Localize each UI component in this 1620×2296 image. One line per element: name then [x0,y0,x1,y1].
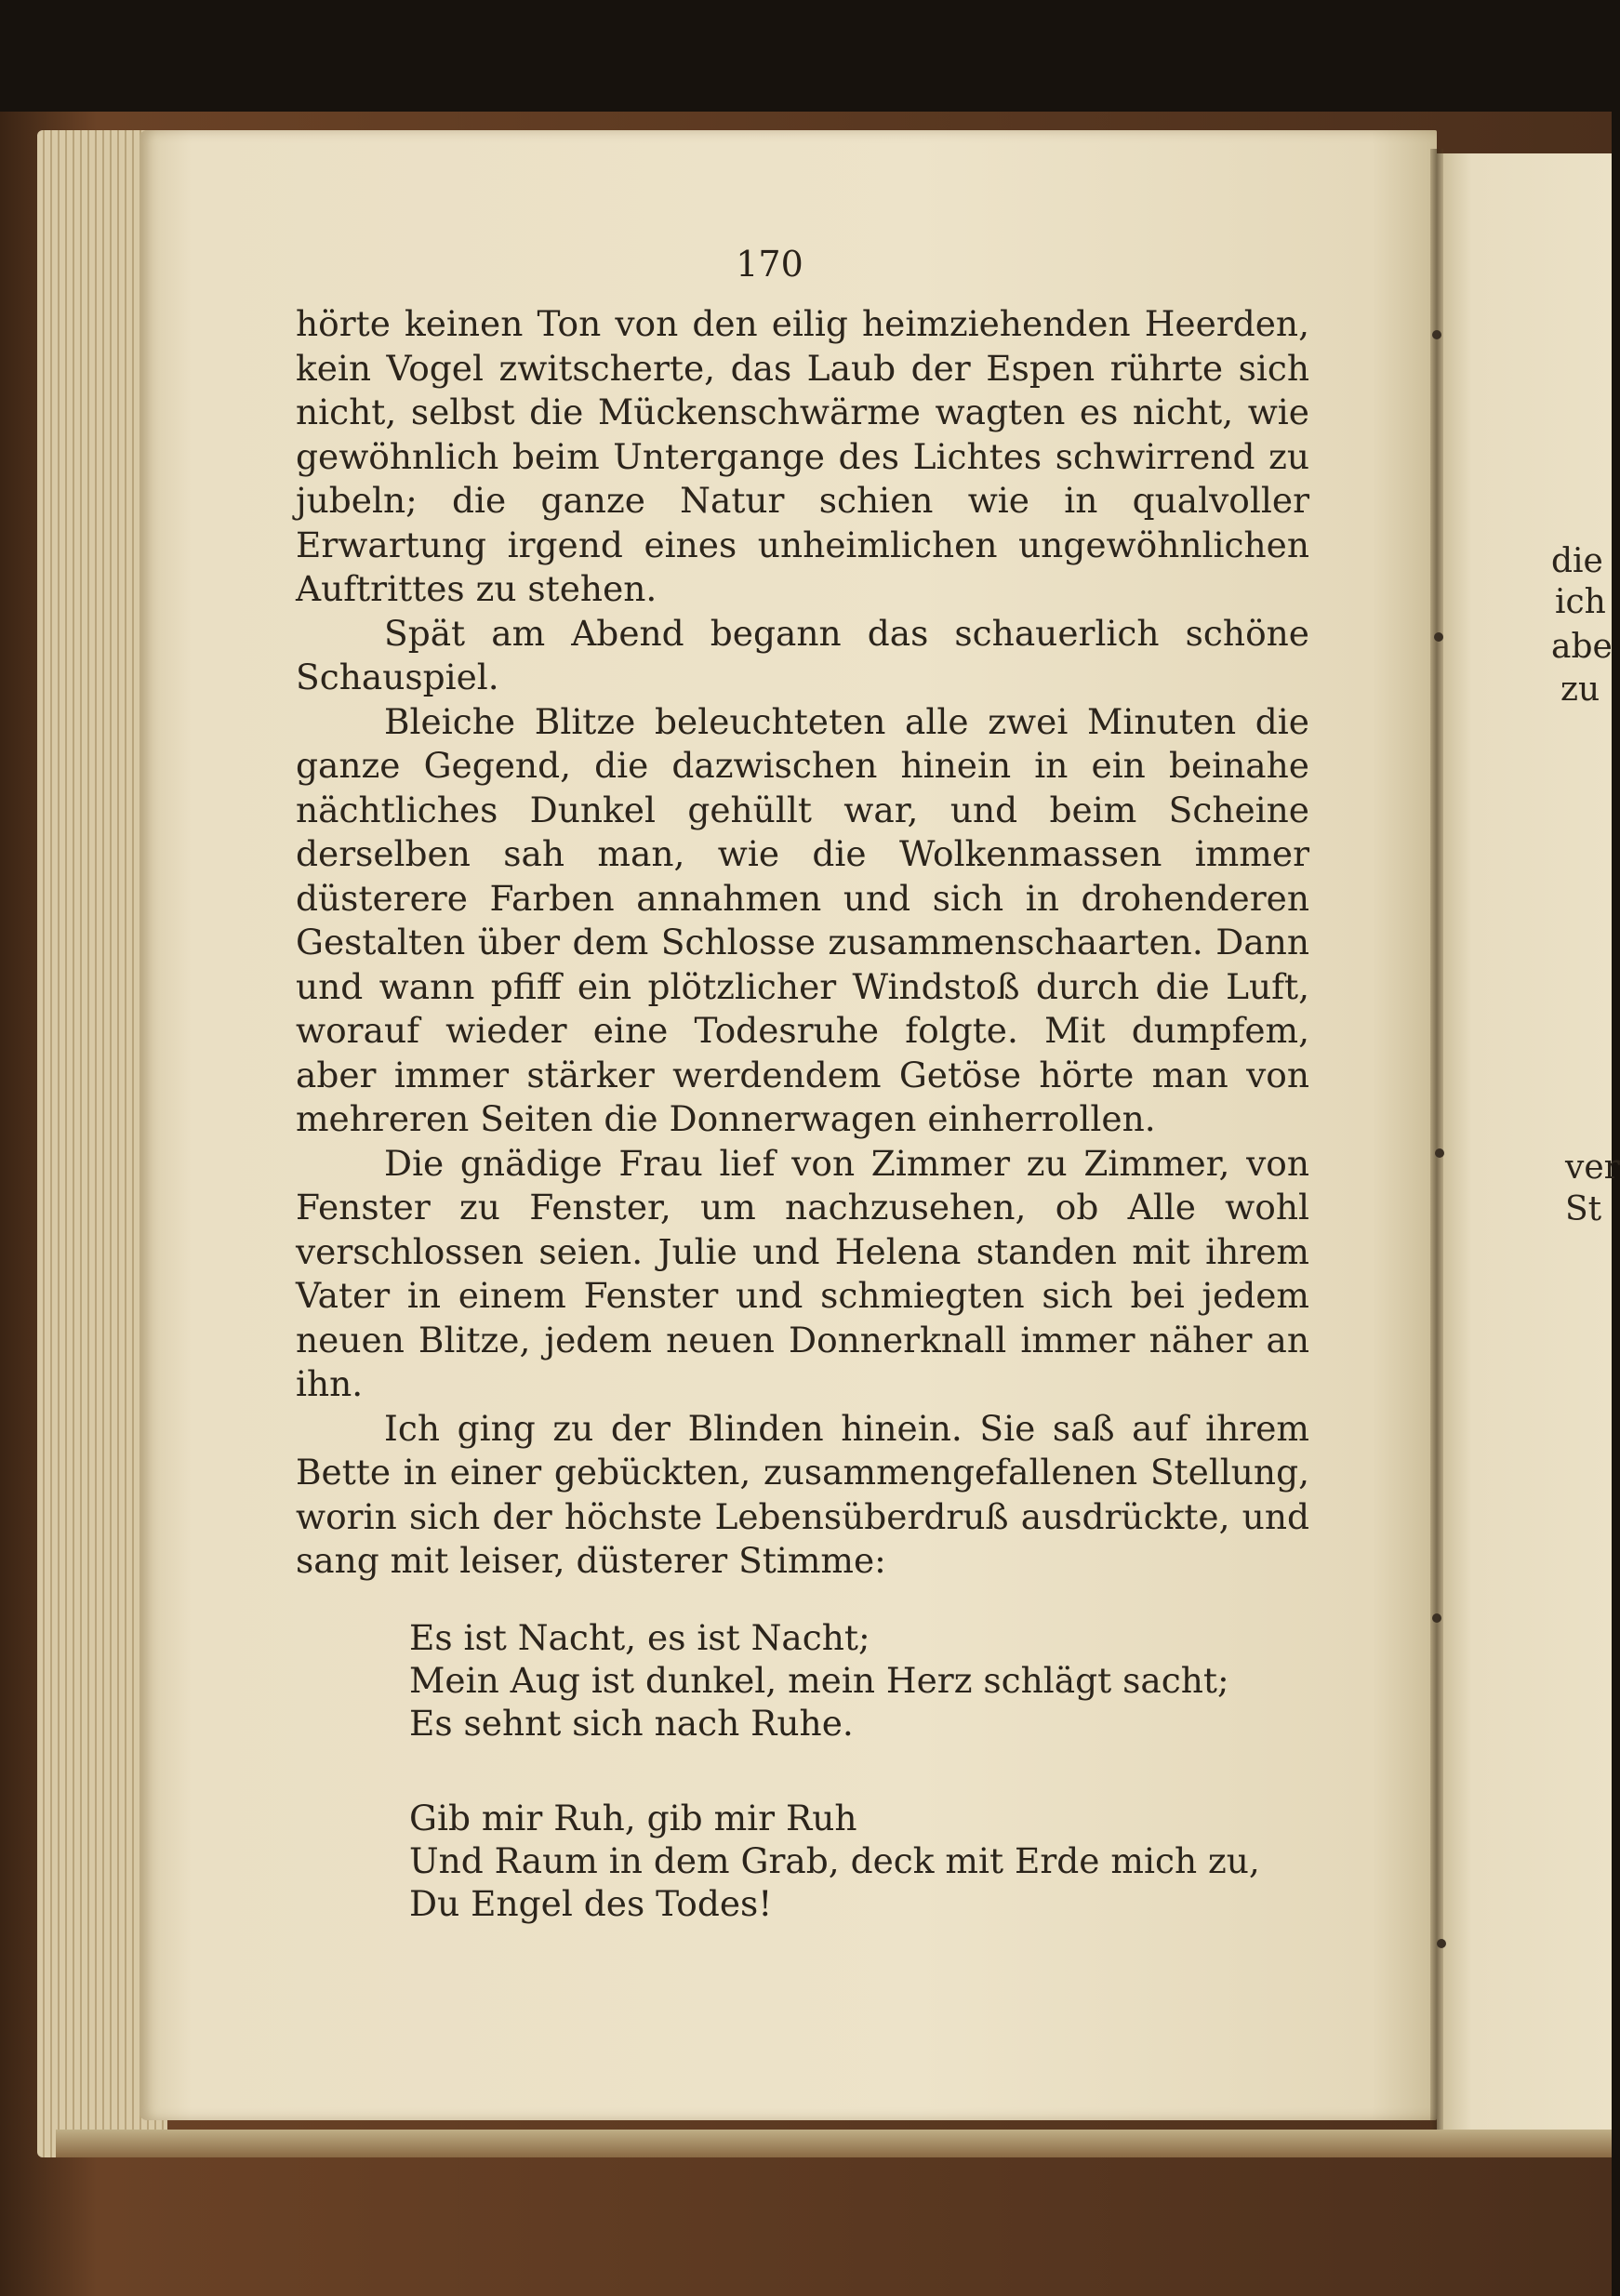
right-page-fragment: zu [1560,670,1600,709]
main-text [296,302,1309,1584]
book-gutter [1430,149,1443,2139]
right-page-fragment: ver [1565,1148,1620,1187]
right-page-fragment: abe [1551,628,1613,666]
poem-stanza-2 [409,1797,1274,1925]
paragraph-3: Bleiche Blitze beleuchteten alle zwei Minuten die ganze Gegend, die dazwischen hinein in ein beinahe nächtliches Dunkel gehüllt war, und beim Scheine derselben sah man, wie die Wolkenmassen immer düsterere Farben annahmen und sich in drohenderen Gestalten über dem Schlosse zusammenschaarten. Dann und wann pfiff ein plötzlicher Windstoß durch die Luft, worauf wieder eine Todesruhe folgte. Mit dumpfem, aber immer stärker werdendem Getöse hörte man von mehreren Seiten die Donnerwagen einherrollen. [296,700,1309,1139]
page-number-text: 170 [736,244,803,285]
poem-stanza-1 [409,1616,1274,1745]
gutter-mark [1434,632,1443,642]
right-page-fragment: St [1565,1190,1602,1228]
right-page-fragment: ich [1555,583,1606,621]
bottom-page-edge [56,2130,1612,2157]
gutter-mark [1437,1939,1446,1948]
gutter-mark [1432,330,1441,339]
paragraph-5: Ich ging zu der Blinden hinein. Sie saß auf ihrem Bette in einer gebückten, zusammengefallenen Stellung, worin sich der höchste Lebensüberdruß ausdrückte, und sang mit leiser, düsterer Stimme: [296,1407,1309,1581]
page-number [0,244,1612,285]
gutter-mark [1435,1148,1444,1158]
paragraph-2: Spät am Abend begann das schauerlich schöne Schauspiel. [296,612,1309,697]
poem-line: Du Engel des Todes! [409,1883,773,1924]
paragraph-4: Die gnädige Frau lief von Zimmer zu Zimmer, von Fenster zu Fenster, um nachzusehen, ob Alle wohl verschlossen seien. Julie und Helena standen mit ihrem Vater in einem Fenster und schmiegten sich bei jedem neuen Blitze, jedem neuen Donnerknall immer näher an ihn. [296,1142,1309,1404]
right-page-fragment: die [1551,542,1603,580]
poem-line: Gib mir Ruh, gib mir Ruh [409,1798,857,1838]
poem-line: Und Raum in dem Grab, deck mit Erde mich zu, [409,1840,1260,1881]
poem-line: Es ist Nacht, es ist Nacht; [409,1617,870,1658]
paragraph-1: hörte keinen Ton von den eilig heimziehenden Heerden, kein Vogel zwitscherte, das Laub der Espen rührte sich nicht, selbst die Mückenschwärme wagten es nicht, wie gewöhnlich beim Untergange des Lichtes schwirrend zu jubeln; die ganze Natur schien wie in qualvoller Erwartung irgend eines unheimlichen ungewöhnlichen Auftrittes zu stehen. [296,303,1309,609]
poem-line: Mein Aug ist dunkel, mein Herz schlägt sacht; [409,1660,1229,1701]
poem-line: Es sehnt sich nach Ruhe. [409,1703,854,1744]
gutter-mark [1432,1613,1441,1623]
